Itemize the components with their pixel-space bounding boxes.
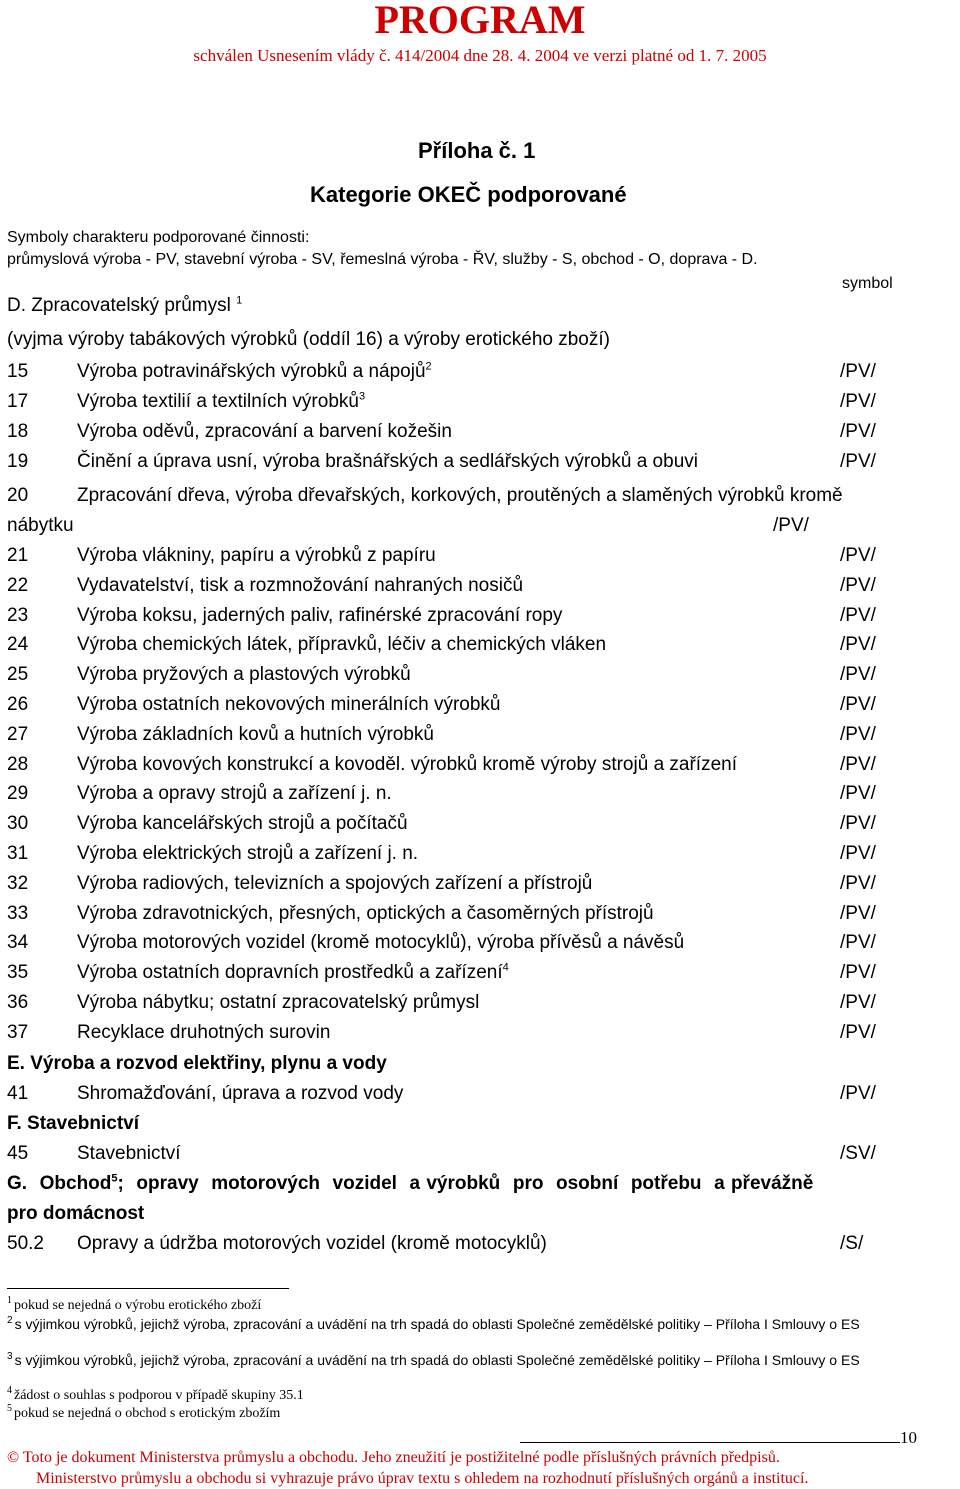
okec-code: 36	[7, 992, 29, 1013]
okec-symbol: /PV/	[840, 391, 876, 412]
okec-name: Zpracování dřeva, výroba dřevařských, korkových, proutěných a slaměných výrobků kromě	[77, 485, 843, 506]
okec-symbol: /PV/	[840, 361, 876, 382]
okec-name: Výroba a opravy strojů a zařízení j. n.	[77, 783, 392, 805]
okec-symbol: /PV/	[840, 753, 876, 775]
okec-code: 35	[7, 962, 29, 984]
section-f-title: F. Stavebnictví	[7, 1113, 139, 1134]
okec-name: Výroba potravinářských výrobků a nápojů$^2$	[77, 360, 432, 382]
okec-code: 45	[7, 1143, 29, 1164]
okec-symbol: /PV/	[840, 421, 876, 442]
footnote-ref: 4	[502, 961, 509, 974]
okec-name: Výroba ostatních dopravních prostředků a zařízení$^4$	[77, 961, 509, 984]
okec-name: Stavebnictví	[77, 1143, 181, 1164]
okec-code: 15	[7, 361, 29, 382]
okec-code: 28	[7, 753, 29, 775]
rights-notice: Ministerstvo průmyslu a obchodu si vyhrazuje právo úprav textu s ohledem na rozhodnutí příslušných orgánů a institucí.	[36, 1470, 809, 1487]
page-number: 10	[900, 1428, 917, 1447]
okec-code: 30	[7, 813, 29, 835]
okec-code: 19	[7, 451, 29, 472]
okec-symbol: /PV/	[840, 992, 876, 1013]
section-g-title-cont: pro domácnost	[7, 1203, 145, 1224]
okec-symbol: /PV/	[840, 694, 876, 715]
footnote-separator	[7, 1288, 289, 1289]
okec-symbol: /PV/	[840, 962, 876, 984]
okec-code: 24	[7, 634, 29, 656]
footnote-number: 2	[7, 1315, 13, 1327]
category-title: Kategorie OKEČ podporované	[310, 182, 627, 207]
footnote-number: 4	[7, 1385, 12, 1397]
okec-name: Výroba základních kovů a hutních výrobků	[77, 723, 434, 745]
okec-name: Vydavatelství, tisk a rozmnožování nahraných nosičů	[77, 574, 524, 596]
okec-code: 29	[7, 783, 29, 805]
okec-code: 23	[7, 604, 29, 626]
okec-code: 25	[7, 664, 29, 686]
okec-code: 33	[7, 902, 29, 924]
okec-symbol: /PV/	[840, 1021, 876, 1043]
okec-symbol: /PV/	[840, 843, 876, 864]
okec-name: Výroba nábytku; ostatní zpracovatelský průmysl	[77, 992, 480, 1013]
okec-name: Výroba oděvů, zpracování a barvení kožešin	[77, 421, 452, 442]
page-number-rule	[520, 1442, 900, 1443]
okec-symbol: /PV/	[840, 451, 876, 472]
symbols-list: průmyslová výroba - PV, stavební výroba - SV, řemeslná výroba - ŘV, služby - S, obchod - O, doprava - D.	[7, 251, 758, 268]
copyright-notice: © Toto je dokument Ministerstva průmyslu a obchodu. Jeho zneužití je postižitelné podle příslušných právních předpisů.	[7, 1449, 780, 1466]
okec-symbol: /PV/	[840, 664, 876, 686]
okec-code: 37	[7, 1021, 29, 1043]
okec-symbol: /PV/	[840, 634, 876, 656]
annex-title: Příloha č. 1	[418, 138, 536, 163]
okec-symbol: /PV/	[840, 932, 876, 954]
okec-name: Činění a úprava usní, výroba brašnářských a sedlářských výrobků a obuvi	[77, 451, 698, 472]
section-e-title: E. Výroba a rozvod elektřiny, plynu a vody	[7, 1053, 387, 1074]
okec-code: 32	[7, 872, 29, 894]
okec-name-continuation: nábytku	[7, 515, 74, 536]
okec-code: 26	[7, 694, 29, 715]
okec-name: Výroba motorových vozidel (kromě motocyklů), výroba přívěsů a návěsů	[77, 932, 685, 954]
symbols-intro: Symboly charakteru podporované činnosti:	[7, 229, 310, 246]
okec-name: Výroba zdravotnických, přesných, optických a časoměrných přístrojů	[77, 902, 654, 924]
footnote: $^3$ s výjimkou výrobků, jejichž výroba, zpracování a uvádění na trh spadá do oblasti Společné zemědělské politiky – Příloha I Smlouvy o ES	[7, 1351, 860, 1368]
symbol-column-header: symbol	[842, 275, 893, 292]
footnote-ref: 3	[358, 390, 366, 403]
footnote: $^5$ pokud se nejedná o obchod s erotickým zbožím	[7, 1403, 281, 1421]
okec-symbol: /PV/	[773, 515, 809, 536]
footnote: $^4$ žádost o souhlas s podporou v případě skupiny 35.1	[7, 1385, 304, 1403]
okec-code: 18	[7, 421, 29, 442]
okec-symbol: /PV/	[840, 872, 876, 894]
okec-symbol: /PV/	[840, 723, 876, 745]
okec-code: 34	[7, 932, 29, 954]
program-subtitle: schválen Usnesením vlády č. 414/2004 dne 28. 4. 2004 ve verzi platné od 1. 7. 2005	[193, 46, 767, 65]
okec-symbol: /PV/	[840, 1083, 876, 1104]
footnote: $^2$ s výjimkou výrobků, jejichž výroba, zpracování a uvádění na trh spadá do oblasti Společné zemědělské politiky – Příloha I Smlouvy o ES	[7, 1315, 860, 1332]
okec-name: Výroba chemických látek, přípravků, léčiv a chemických vláken	[77, 634, 607, 656]
okec-code: 17	[7, 391, 29, 412]
okec-name: Výroba kancelářských strojů a počítačů	[77, 813, 408, 835]
footnote-number: 1	[7, 1295, 12, 1307]
footnote-number: 5	[7, 1403, 12, 1415]
okec-name: Výroba kovových konstrukcí a kovoděl. výrobků kromě výroby strojů a zařízení	[77, 753, 737, 775]
okec-name: Výroba koksu, jaderných paliv, rafinérské zpracování ropy	[77, 604, 563, 626]
okec-name: Výroba pryžových a plastových výrobků	[77, 664, 411, 686]
okec-symbol: /PV/	[840, 604, 876, 626]
okec-symbol: /PV/	[840, 813, 876, 835]
okec-code: 21	[7, 545, 29, 566]
okec-code: 22	[7, 574, 29, 596]
okec-code: 20	[7, 485, 29, 506]
program-title: PROGRAM	[374, 0, 586, 42]
section-d-subtitle: (vyjma výroby tabákových výrobků (oddíl 16) a výroby erotického zboží)	[7, 329, 610, 350]
okec-name: Výroba ostatních nekovových minerálních výrobků	[77, 694, 501, 715]
okec-code: 31	[7, 843, 29, 864]
okec-name: Výroba radiových, televizních a spojových zařízení a přístrojů	[77, 872, 593, 894]
okec-name: Opravy a údržba motorových vozidel (kromě motocyklů)	[77, 1233, 547, 1254]
okec-name: Výroba textilií a textilních výrobků$^3$	[77, 390, 366, 412]
okec-symbol: /PV/	[840, 574, 876, 596]
okec-name: Výroba elektrických strojů a zařízení j. n.	[77, 843, 419, 864]
okec-symbol: /S/	[840, 1233, 864, 1254]
section-g-title: G. Obchod$^5$; opravy motorových vozidel a výrobků pro osobní potřebu a převážně	[7, 1172, 814, 1194]
okec-symbol: /PV/	[840, 902, 876, 924]
okec-symbol: /PV/	[840, 545, 876, 566]
footnote: $^1$ pokud se nejedná o výrobu erotického zboží	[7, 1295, 262, 1313]
okec-name: Výroba vlákniny, papíru a výrobků z papíru	[77, 545, 436, 566]
footnote-number: 3	[7, 1351, 13, 1363]
footnote-ref: 2	[425, 360, 432, 373]
okec-code: 41	[7, 1083, 29, 1104]
okec-code: 50.2	[7, 1233, 44, 1254]
okec-name: Recyklace druhotných surovin	[77, 1021, 331, 1043]
okec-symbol: /PV/	[840, 783, 876, 805]
section-d-title: D. Zpracovatelský průmysl $^1$	[7, 294, 243, 316]
okec-symbol: /SV/	[840, 1143, 876, 1164]
okec-name: Shromažďování, úprava a rozvod vody	[77, 1083, 404, 1104]
okec-code: 27	[7, 723, 29, 745]
